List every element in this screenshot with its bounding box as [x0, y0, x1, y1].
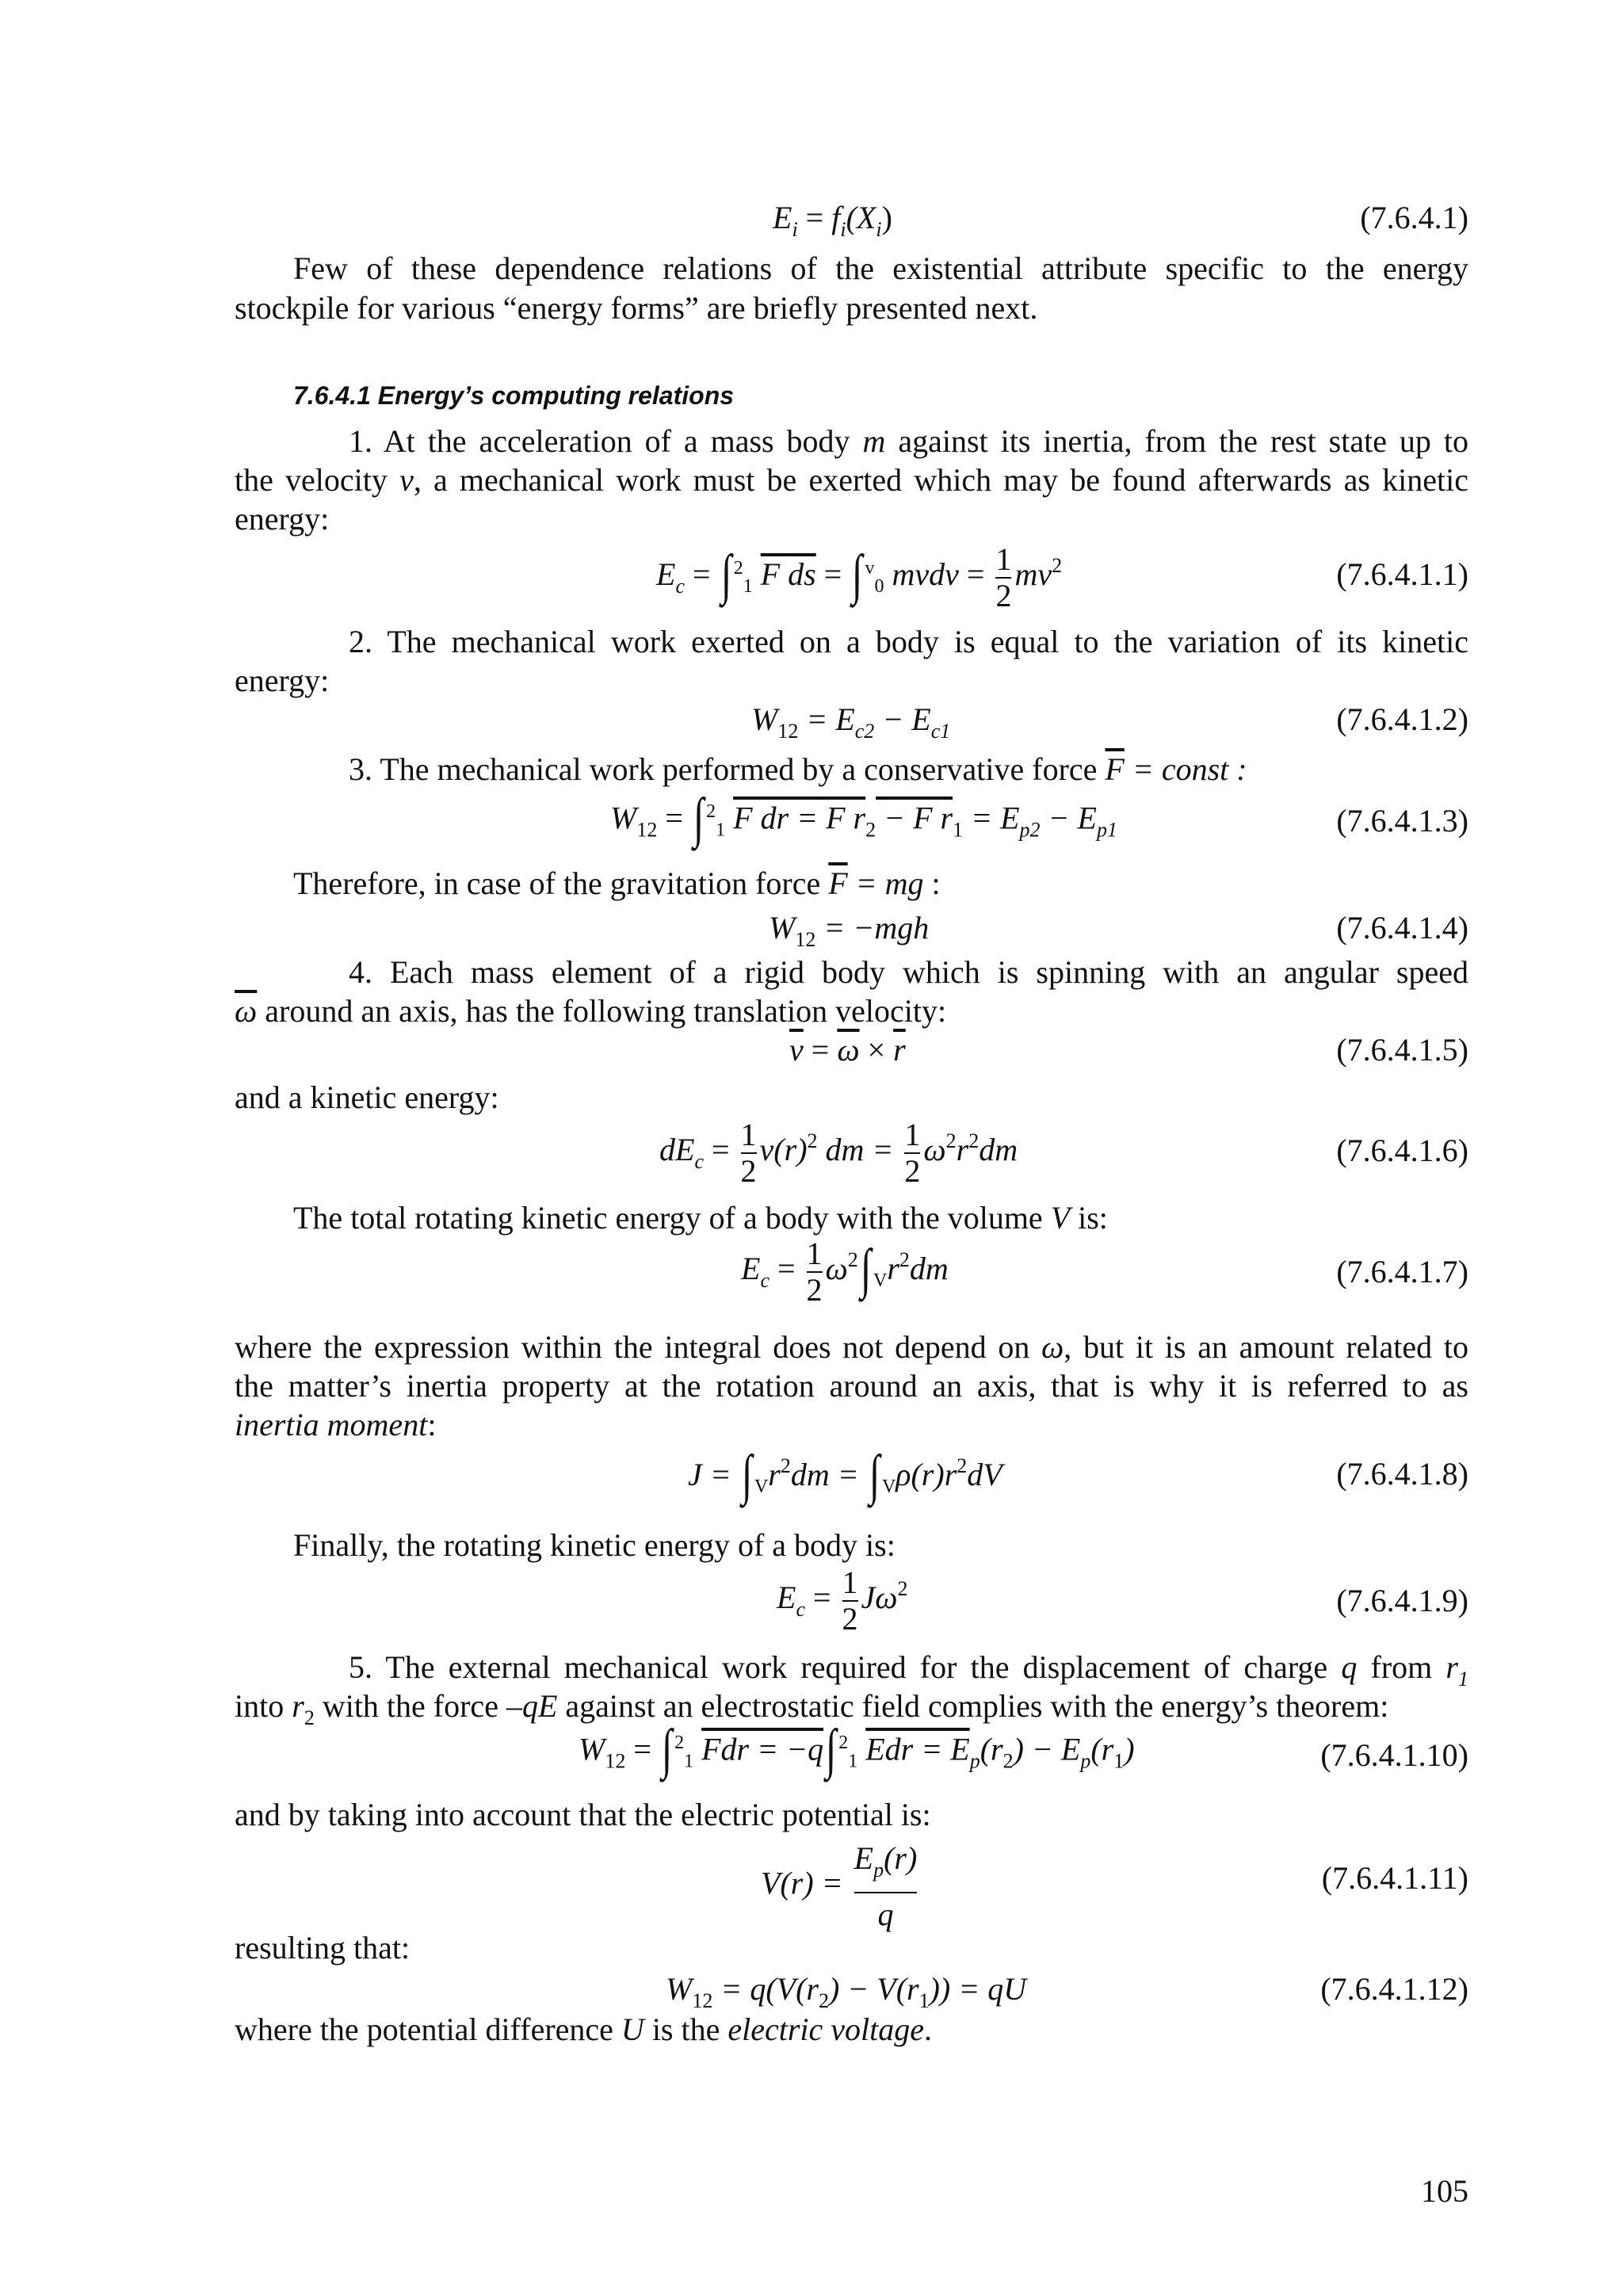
paragraph-line: the matter’s inertia property at the rotation around an axis, that is why it is referred to as — [235, 1368, 1468, 1404]
equation-number: (7.6.4.1.3) — [1336, 803, 1468, 839]
equation-7-6-4-1-1: $E_c$ = ∫ $^2_1$ F ds = ∫ $^v_0$ mvdv = $\frac{1}{2}$ $mv^2$ — [656, 541, 1063, 613]
equation-number: (7.6.4.1.8) — [1336, 1456, 1468, 1492]
fraction: $\frac{1}{2}$ — [806, 1236, 823, 1308]
equation-number: (7.6.4.1.9) — [1336, 1583, 1468, 1618]
paragraph-line: 2. The mechanical work exerted on a body is equal to the variation of its kinetic — [349, 624, 1468, 659]
integral-sign: ∫ — [852, 544, 863, 606]
equation-number: (7.6.4.1.5) — [1336, 1032, 1468, 1068]
equation-7-6-4-1-11: V(r) = $\frac{E_p(r)}{q}$ — [761, 1837, 920, 1936]
paragraph-line: energy: — [235, 501, 330, 537]
equation-7-6-4-1-5: $\overline{v} = \overline{\omega} \times \overline{r}$ — [789, 1032, 906, 1068]
integral-sign: ∫ — [661, 1719, 673, 1781]
paragraph-line: and a kinetic energy: — [235, 1079, 499, 1115]
paragraph-line: 5. The external mechanical work required for the displacement of charge q from $r_1$ — [349, 1649, 1468, 1690]
equation-number: (7.6.4.1.11) — [1321, 1860, 1468, 1896]
equation-number: (7.6.4.1.2) — [1336, 701, 1468, 737]
equation-7-6-4-1-12: $W_{12} = q(V(r_2) - V(r_1))$ = qU — [666, 1971, 1027, 2012]
equation-7-6-4-1-2: $W_{12} = E_{c2} - E_{c1}$ — [751, 701, 951, 743]
paragraph-line: 4. Each mass element of a rigid body which is spinning with an angular speed — [349, 954, 1468, 990]
equation-7-6-4-1-4: $W_{12} = -mgh$ — [769, 910, 930, 951]
equation-7-6-4-1-6: $dE_c$ = $\frac{1}{2}$ $v(r)^2$ dm = $\frac{1}{2}$ $\omega^2r^2dm$ — [659, 1117, 1018, 1189]
equation-7-6-4-1-8: J = ∫ $_Vr^2dm$ = ∫ $_V\rho(r)r^2dV$ — [688, 1445, 1002, 1506]
paragraph-line: energy: — [235, 663, 330, 698]
equation-7-6-4-1-9: $E_c$ = $\frac{1}{2}$ $J\omega^2$ — [777, 1564, 908, 1637]
section-heading: 7.6.4.1 Energy’s computing relations — [293, 381, 735, 410]
fraction: $\frac{E_p(r)}{q}$ — [854, 1837, 918, 1936]
fraction: $\frac{1}{2}$ — [904, 1117, 921, 1189]
paragraph-line: $\overline{\omega}$ around an axis, has the following translation velocity: — [235, 993, 947, 1029]
equation-number: (7.6.4.1.10) — [1320, 1737, 1468, 1773]
paragraph-line: 3. The mechanical work performed by a conservative force $\overline{F}$ = const : — [349, 751, 1247, 787]
integral-sign: ∫ — [825, 1719, 837, 1781]
paragraph-line: The total rotating kinetic energy of a body with the volume V is: — [293, 1200, 1108, 1236]
paragraph-line: 1. At the acceleration of a mass body m against its inertia, from the rest state up to — [349, 423, 1468, 459]
equation-number: (7.6.4.1.4) — [1336, 910, 1468, 946]
paragraph-line: Finally, the rotating kinetic energy of a body is: — [293, 1527, 896, 1563]
paragraph-line: resulting that: — [235, 1930, 411, 1966]
paragraph-line: stockpile for various “energy forms” are briefly presented next. — [235, 290, 1038, 326]
integral-sign: ∫ — [693, 788, 705, 850]
equation-number: (7.6.4.1.6) — [1336, 1133, 1468, 1168]
paragraph-line: Therefore, in case of the gravitation force $\overline{F}$ = mg : — [293, 865, 941, 901]
fraction: $\frac{1}{2}$ — [995, 541, 1012, 613]
paragraph-line: where the expression within the integral does not depend on ω, but it is an amount related to — [235, 1329, 1468, 1365]
paragraph-line: inertia moment: — [235, 1407, 437, 1442]
equation-number: (7.6.4.1.12) — [1320, 1971, 1468, 2007]
paragraph-line: Few of these dependence relations of the existential attribute specific to the energy — [293, 250, 1468, 286]
equation-number: (7.6.4.1.1) — [1336, 556, 1468, 592]
paragraph-line: the velocity v, a mechanical work must be exerted which may be found afterwards as kinetic — [235, 462, 1469, 498]
paragraph-line: and by taking into account that the electric potential is: — [235, 1797, 931, 1832]
integral-sign: ∫ — [720, 544, 731, 606]
equation-number: (7.6.4.1) — [1360, 200, 1468, 235]
integral-sign: ∫ — [869, 1445, 880, 1506]
integral-sign: ∫ — [860, 1239, 872, 1301]
equation-7-6-4-1: $E_i = f_i(X_i)$ — [773, 200, 892, 241]
equation-number: (7.6.4.1.7) — [1336, 1254, 1468, 1289]
fraction: $\frac{1}{2}$ — [842, 1564, 858, 1637]
paragraph-line: where the potential difference U is the electric voltage. — [235, 2011, 933, 2047]
paragraph-line: into $r_2$ with the force –qE against an electrostatic field complies with the energy’s theorem: — [235, 1688, 1389, 1729]
equation-7-6-4-1-7: $E_c$ = $\frac{1}{2}$ $\omega^2\int$ $_Vr^2dm$ — [741, 1236, 949, 1308]
equation-7-6-4-1-10: $W_{12}$ = ∫ $^2_1$ Fdr = −q∫ $^2_1$ Edr = $E_p(r_2) - E_p(r_1)$ — [579, 1719, 1135, 1781]
integral-sign: ∫ — [741, 1445, 753, 1506]
page-number: 105 — [1421, 2173, 1468, 2209]
fraction: $\frac{1}{2}$ — [740, 1117, 757, 1189]
equation-7-6-4-1-3: $W_{12}$ = ∫ $^2_1$ F dr = F $r_2 - F$ $r_1 = E_{p2} - E_{p1}$ — [610, 788, 1117, 850]
